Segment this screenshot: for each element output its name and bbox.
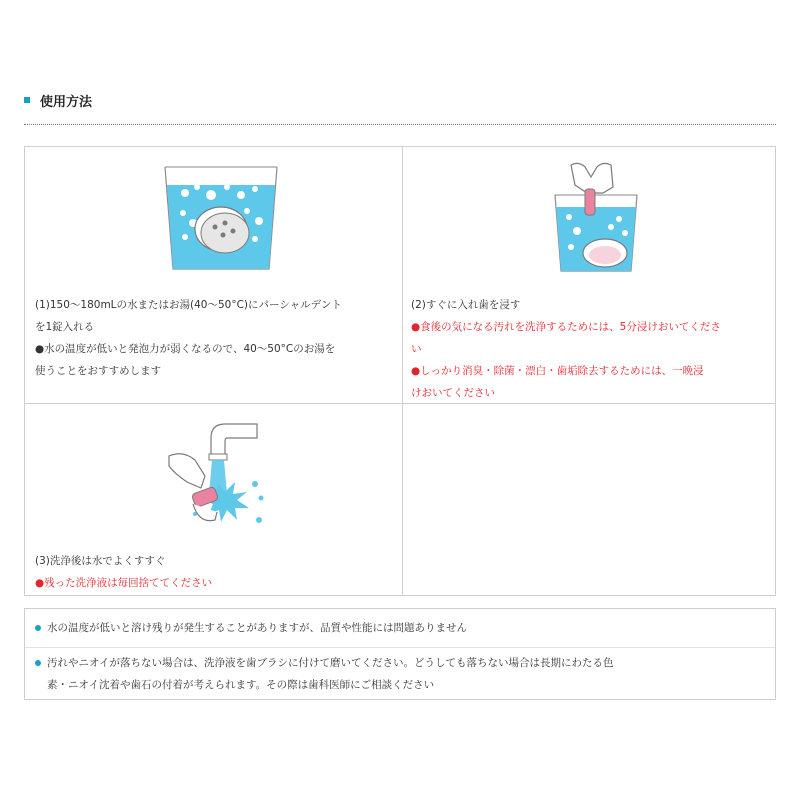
step-2-line-1: (2)すぐに入れ歯を浸す <box>411 299 521 311</box>
step-1-line-1: (1)150～180mLの水またはお湯(40～50°C)にパーシャルデント <box>35 299 342 311</box>
empty-cell <box>403 404 775 595</box>
note-1 <box>47 617 467 639</box>
step-1-note-line-2: 使うことをおすすめします <box>35 365 162 377</box>
step-1-cell <box>25 147 402 403</box>
step-2-cell <box>403 147 775 403</box>
step-2-red-line-2: い <box>411 343 422 355</box>
step-3-red-line-1: ●残った洗浄液は毎回捨ててください <box>35 577 213 589</box>
notes-divider <box>25 647 775 648</box>
notes-box <box>24 608 776 700</box>
note-2 <box>47 652 613 696</box>
section-title: 使用方法 <box>40 95 93 110</box>
step-3-line-1: (3)洗浄後は水でよくすすぐ <box>35 555 166 567</box>
step-2-red-line-3: ●しっかり消臭・除菌・漂白・歯垢除去するためには、一晩浸 <box>411 365 704 377</box>
header-marker-icon <box>24 97 30 103</box>
glass-denture-icon <box>551 161 641 275</box>
note-2-line-2: 素・ニオイ沈着や歯石の付着が考えられます。その際は歯科医師にご相談ください <box>47 679 435 691</box>
steps-grid <box>24 146 776 596</box>
step-2-text <box>411 294 721 404</box>
step-1-note-line-1: ●水の温度が低いと発泡力が弱くなるので、40～50°Cのお湯を <box>35 343 336 355</box>
glass-tablet-icon <box>163 165 279 273</box>
step-3-text <box>35 550 212 594</box>
step-1-line-2: を1錠入れる <box>35 321 95 333</box>
note-1-line-1: 水の温度が低いと溶け残りが発生することがありますが、品質や性能には問題ありません <box>47 622 467 634</box>
step-1-text <box>35 294 342 382</box>
step-2-red-line-1: ●食後の気になる汚れを洗浄するためには、5分浸けおいてくださ <box>411 321 721 333</box>
bullet-icon <box>35 625 41 631</box>
step-3-cell <box>25 404 402 595</box>
faucet-rinse-icon <box>165 416 285 532</box>
header-divider <box>24 124 776 125</box>
bullet-icon <box>35 660 41 666</box>
section-header <box>24 86 776 126</box>
step-2-red-line-4: けおいてください <box>411 387 495 399</box>
note-2-line-1: 汚れやニオイが落ちない場合は、洗浄液を歯ブラシに付けて磨いてください。どうしても落ちない場合は長期にわたる色 <box>47 657 614 669</box>
